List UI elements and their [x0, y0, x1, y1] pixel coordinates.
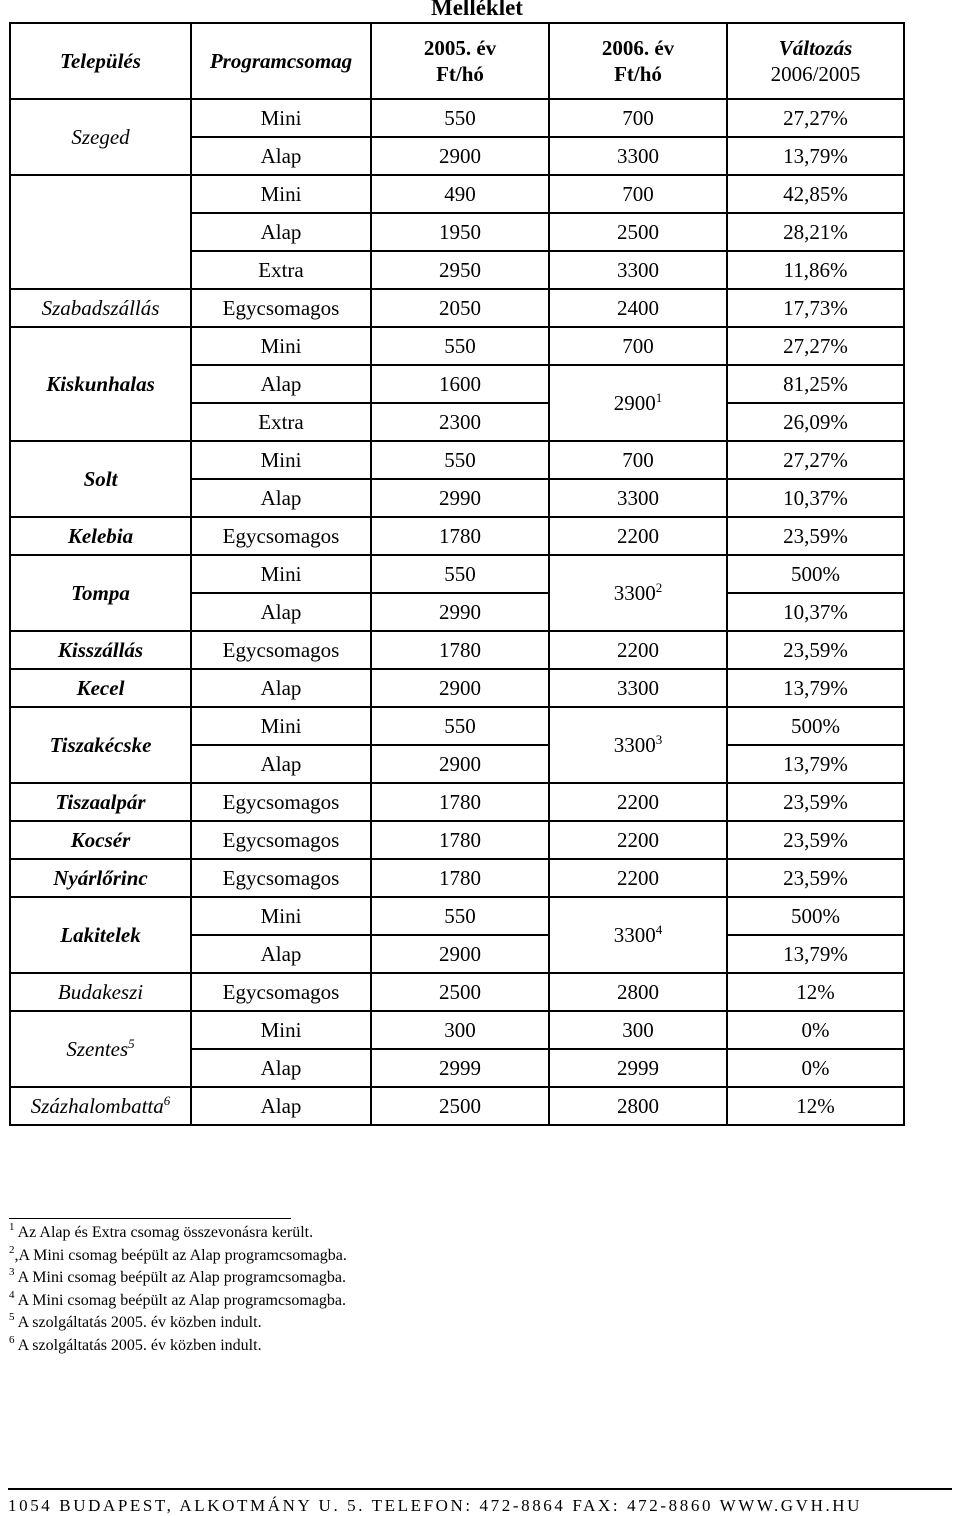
page-footer: 1054 BUDAPEST, ALKOTMÁNY U. 5. TELEFON: 472-8864 FAX: 472-8860 WWW.GVH.HU — [8, 1488, 952, 1516]
price-2006-cell — [549, 175, 727, 213]
package-cell-text: Egycsomagos — [222, 523, 340, 548]
price-2005-cell-text: 2500 — [439, 979, 481, 1004]
city-cell — [10, 175, 191, 289]
change-cell — [727, 555, 904, 593]
price-2005-cell — [371, 1049, 549, 1087]
city-cell-text: Szeged — [71, 124, 130, 149]
price-2006-cell-text: 2200 — [617, 827, 659, 852]
price-footnote-marker: 1 — [655, 389, 663, 405]
price-2005-cell-text: 550 — [444, 713, 476, 738]
package-cell — [191, 555, 371, 593]
change-cell — [727, 669, 904, 707]
change-cell — [727, 403, 904, 441]
price-2005-cell-text: 1780 — [439, 637, 481, 662]
package-cell-text: Mini — [260, 713, 302, 738]
package-cell — [191, 517, 371, 555]
footnote-number: 1 — [9, 1221, 15, 1233]
price-2005-cell — [371, 479, 549, 517]
price-2005-cell — [371, 365, 549, 403]
change-cell — [727, 479, 904, 517]
city-cell — [10, 707, 191, 783]
package-cell — [191, 327, 371, 365]
package-cell-text: Egycsomagos — [222, 827, 340, 852]
package-cell-text: Extra — [258, 409, 304, 434]
footnote-text: A szolgáltatás 2005. év közben indult. — [14, 1336, 262, 1354]
change-cell-text: 10,37% — [783, 485, 848, 510]
price-2005-cell-text: 550 — [444, 561, 476, 586]
header-change-label: Változás — [778, 36, 853, 60]
price-2006-cell-text: 700 — [622, 105, 654, 130]
table-row — [10, 707, 904, 745]
change-cell — [727, 441, 904, 479]
package-cell — [191, 631, 371, 669]
change-cell-text: 23,59% — [783, 789, 848, 814]
city-cell — [10, 783, 191, 821]
price-2006-cell-text: 2200 — [617, 523, 659, 548]
price-2006-cell — [549, 821, 727, 859]
package-cell-text: Alap — [260, 485, 302, 510]
footnote-number: 5 — [9, 1311, 15, 1323]
city-cell — [10, 973, 191, 1011]
city-cell-text: Tompa — [71, 580, 130, 605]
price-2006-cell — [549, 327, 727, 365]
price-2006-cell — [549, 441, 727, 479]
price-footnote-marker: 3 — [655, 731, 663, 747]
package-cell-text: Egycsomagos — [222, 789, 340, 814]
price-2005-cell — [371, 137, 549, 175]
city-cell — [10, 897, 191, 973]
price-2006-cell — [549, 669, 727, 707]
package-cell-text: Mini — [260, 333, 302, 358]
city-cell — [10, 859, 191, 897]
package-cell — [191, 669, 371, 707]
package-cell — [191, 859, 371, 897]
price-2005-cell — [371, 973, 549, 1011]
price-2005-cell-text: 2500 — [439, 1093, 481, 1118]
package-cell-text: Mini — [260, 181, 302, 206]
price-2005-cell-text: 2990 — [439, 485, 481, 510]
price-2005-cell — [371, 213, 549, 251]
price-2005-cell-text: 1780 — [439, 523, 481, 548]
page-title: Melléklet — [431, 0, 523, 20]
price-2006-cell-text: 3300 — [617, 485, 659, 510]
change-cell — [727, 365, 904, 403]
table-row — [10, 631, 904, 669]
package-cell — [191, 365, 371, 403]
header-city: Település — [10, 23, 191, 99]
city-cell-text: Tiszakécske — [49, 732, 152, 757]
footnote — [9, 1290, 347, 1313]
price-2005-cell-text: 2999 — [439, 1055, 481, 1080]
price-2006-cell — [549, 631, 727, 669]
header-2005-unit: Ft/hó — [436, 62, 484, 86]
price-2005-cell — [371, 441, 549, 479]
price-2005-cell — [371, 555, 549, 593]
price-2006-cell — [549, 365, 727, 441]
change-cell-text: 500% — [791, 903, 840, 928]
price-2006-cell — [549, 783, 727, 821]
change-cell-text: 11,86% — [783, 257, 848, 282]
table-row — [10, 517, 904, 555]
package-cell — [191, 403, 371, 441]
header-2006-year: 2006. év — [601, 36, 675, 60]
package-cell — [191, 1087, 371, 1125]
price-footnote-marker: 2 — [655, 579, 663, 595]
change-cell — [727, 213, 904, 251]
price-2006-cell-text: 2900 — [613, 390, 656, 415]
city-cell-text: Tiszaalpár — [55, 789, 146, 814]
city-cell-text: Nyárlőrinc — [53, 865, 148, 890]
price-2006-cell — [549, 213, 727, 251]
city-footnote-marker: 6 — [163, 1092, 171, 1108]
price-2005-cell-text: 2900 — [439, 751, 481, 776]
change-cell — [727, 175, 904, 213]
table-header-row — [10, 23, 904, 99]
price-2005-cell-text: 550 — [444, 105, 476, 130]
price-2006-cell-text: 2800 — [617, 1093, 659, 1118]
package-cell — [191, 897, 371, 935]
price-2005-cell — [371, 897, 549, 935]
package-cell-text: Alap — [260, 675, 302, 700]
price-2006-cell-text: 2200 — [617, 789, 659, 814]
table-row — [10, 175, 904, 213]
city-cell — [10, 289, 191, 327]
change-cell — [727, 1049, 904, 1087]
price-2005-cell — [371, 935, 549, 973]
table-row — [10, 669, 904, 707]
price-2006-cell — [549, 99, 727, 137]
city-cell — [10, 517, 191, 555]
price-2005-cell — [371, 745, 549, 783]
table-row — [10, 973, 904, 1011]
footnote — [9, 1312, 347, 1335]
price-2005-cell-text: 550 — [444, 903, 476, 928]
change-cell — [727, 859, 904, 897]
change-cell-text: 13,79% — [783, 751, 848, 776]
city-cell — [10, 1087, 191, 1125]
price-2005-cell-text: 1780 — [439, 827, 481, 852]
change-cell — [727, 1087, 904, 1125]
change-cell-text: 27,27% — [783, 105, 848, 130]
price-2006-cell-text: 700 — [622, 447, 654, 472]
change-cell — [727, 1011, 904, 1049]
price-2005-cell — [371, 251, 549, 289]
price-2006-cell-text: 3300 — [617, 143, 659, 168]
package-cell — [191, 137, 371, 175]
change-cell-text: 17,73% — [783, 295, 848, 320]
table-row — [10, 327, 904, 365]
price-2005-cell — [371, 707, 549, 745]
table-row — [10, 821, 904, 859]
footnote — [9, 1335, 347, 1358]
price-2006-cell-text: 3300 — [617, 257, 659, 282]
package-cell-text: Mini — [260, 447, 302, 472]
package-cell — [191, 783, 371, 821]
package-cell — [191, 251, 371, 289]
package-cell — [191, 441, 371, 479]
change-cell — [727, 631, 904, 669]
table-row — [10, 1011, 904, 1049]
price-footnote-marker: 4 — [655, 921, 663, 937]
price-2005-cell — [371, 175, 549, 213]
header-2005 — [371, 23, 549, 99]
price-table — [9, 22, 905, 1126]
package-cell-text: Egycsomagos — [222, 979, 340, 1004]
change-cell-text: 23,59% — [783, 637, 848, 662]
city-cell — [10, 99, 191, 175]
price-2005-cell — [371, 99, 549, 137]
package-cell-text: Alap — [260, 1093, 302, 1118]
price-2006-cell-text: 3300 — [613, 922, 656, 947]
price-2006-cell-text: 3300 — [613, 732, 656, 757]
footnote-divider — [9, 1218, 291, 1219]
footnote-number: 4 — [9, 1288, 15, 1301]
package-cell-text: Mini — [260, 561, 302, 586]
price-2005-cell — [371, 593, 549, 631]
package-cell-text: Alap — [260, 371, 302, 396]
change-cell-text: 12% — [796, 1093, 835, 1118]
price-2006-cell — [549, 897, 727, 973]
price-2005-cell — [371, 327, 549, 365]
change-cell-text: 26,09% — [783, 409, 848, 434]
package-cell-text: Alap — [260, 143, 302, 168]
change-cell — [727, 935, 904, 973]
footnote-number: 3 — [9, 1266, 15, 1278]
table-row — [10, 99, 904, 137]
change-cell — [727, 99, 904, 137]
price-2005-cell — [371, 821, 549, 859]
city-cell-text: Kisszállás — [57, 637, 144, 662]
price-2006-cell — [549, 707, 727, 783]
city-cell-text: Kelebia — [67, 523, 134, 548]
change-cell-text: 13,79% — [783, 143, 848, 168]
city-cell — [10, 631, 191, 669]
header-change-period: 2006/2005 — [770, 62, 861, 86]
city-footnote-marker: 5 — [128, 1035, 135, 1051]
price-2005-cell — [371, 631, 549, 669]
city-cell — [10, 441, 191, 517]
price-2006-cell-text: 3300 — [613, 580, 656, 605]
city-cell-text: Lakitelek — [60, 922, 141, 947]
city-cell — [10, 327, 191, 441]
city-cell — [10, 669, 191, 707]
header-package: Programcsomag — [191, 23, 371, 99]
change-cell-text: 23,59% — [783, 523, 848, 548]
price-2005-cell-text: 1780 — [439, 865, 481, 890]
price-2006-cell — [549, 973, 727, 1011]
table-row — [10, 289, 904, 327]
package-cell — [191, 745, 371, 783]
price-2005-cell — [371, 517, 549, 555]
price-2006-cell-text: 3300 — [617, 675, 659, 700]
price-2006-cell-text: 2800 — [617, 979, 659, 1004]
package-cell-text: Alap — [260, 941, 302, 966]
change-cell — [727, 517, 904, 555]
change-cell-text: 0% — [801, 1017, 830, 1042]
price-2005-cell-text: 2900 — [439, 941, 481, 966]
price-2006-cell-text: 300 — [622, 1017, 654, 1042]
price-2005-cell-text: 1600 — [439, 371, 481, 396]
header-change — [727, 23, 904, 99]
footnote-text: A szolgáltatás 2005. év közben indult. — [14, 1314, 262, 1331]
city-cell — [10, 1011, 191, 1087]
price-2005-cell-text: 2050 — [439, 295, 481, 320]
price-2006-cell — [549, 517, 727, 555]
package-cell-text: Mini — [260, 105, 302, 130]
package-cell — [191, 99, 371, 137]
package-cell — [191, 289, 371, 327]
city-cell-text: Százhalombatta — [30, 1093, 164, 1118]
city-cell-text: Budakeszi — [57, 979, 144, 1004]
package-cell-text: Mini — [260, 903, 302, 928]
price-2005-cell — [371, 859, 549, 897]
change-cell — [727, 289, 904, 327]
package-cell — [191, 935, 371, 973]
package-cell-text: Egycsomagos — [222, 865, 340, 890]
price-2006-cell — [549, 555, 727, 631]
footnote-number: 6 — [9, 1333, 15, 1346]
price-2006-cell-text: 2400 — [617, 295, 659, 320]
price-2005-cell-text: 550 — [444, 447, 476, 472]
change-cell-text: 500% — [791, 713, 840, 738]
change-cell-text: 81,25% — [783, 371, 848, 396]
change-cell-text: 42,85% — [783, 181, 848, 206]
price-2006-cell — [549, 1049, 727, 1087]
change-cell — [727, 821, 904, 859]
change-cell-text: 13,79% — [783, 941, 848, 966]
city-cell — [10, 821, 191, 859]
header-2006-unit: Ft/hó — [614, 62, 662, 86]
package-cell — [191, 213, 371, 251]
package-cell — [191, 593, 371, 631]
price-2006-cell — [549, 251, 727, 289]
price-2005-cell-text: 490 — [444, 181, 476, 206]
price-2005-cell-text: 2990 — [439, 599, 481, 624]
price-2006-cell-text: 2200 — [617, 637, 659, 662]
change-cell — [727, 137, 904, 175]
price-2006-cell — [549, 1011, 727, 1049]
change-cell-text: 23,59% — [783, 827, 848, 852]
package-cell — [191, 479, 371, 517]
package-cell-text: Alap — [260, 1055, 302, 1080]
footnote-text: Az Alap és Extra csomag összevonásra került. — [14, 1224, 314, 1241]
package-cell — [191, 973, 371, 1011]
change-cell-text: 27,27% — [783, 447, 848, 472]
package-cell — [191, 175, 371, 213]
table-row — [10, 859, 904, 897]
footnote-text: A Mini csomag beépült az Alap programcsomagba. — [14, 1269, 346, 1286]
footnote — [9, 1267, 347, 1290]
package-cell-text: Alap — [260, 599, 302, 624]
footnote-text: A Mini csomag beépült az Alap programcsomagba. — [14, 1291, 346, 1309]
price-2006-cell-text: 2200 — [617, 865, 659, 890]
table-row — [10, 441, 904, 479]
package-cell — [191, 1011, 371, 1049]
price-2006-cell — [549, 859, 727, 897]
change-cell — [727, 783, 904, 821]
table-row — [10, 783, 904, 821]
change-cell — [727, 897, 904, 935]
change-cell-text: 12% — [796, 979, 835, 1004]
price-2005-cell-text: 550 — [444, 333, 476, 358]
city-cell-text: Kocsér — [70, 827, 131, 852]
city-cell-text: Szentes — [66, 1036, 129, 1061]
package-cell-text: Egycsomagos — [222, 295, 340, 320]
change-cell-text: 0% — [801, 1055, 830, 1080]
change-cell-text: 13,79% — [783, 675, 848, 700]
table-row — [10, 1087, 904, 1125]
package-cell — [191, 1049, 371, 1087]
price-2006-cell — [549, 137, 727, 175]
package-cell-text: Egycsomagos — [222, 637, 340, 662]
package-cell-text: Alap — [260, 751, 302, 776]
change-cell — [727, 973, 904, 1011]
change-cell — [727, 251, 904, 289]
price-2006-cell-text: 700 — [622, 333, 654, 358]
footnote-number: 2 — [9, 1243, 15, 1256]
price-2005-cell-text: 1950 — [439, 219, 481, 244]
price-2006-cell-text: 700 — [622, 181, 654, 206]
change-cell — [727, 707, 904, 745]
footnote — [9, 1245, 347, 1268]
package-cell-text: Alap — [260, 219, 302, 244]
price-2005-cell-text: 2900 — [439, 143, 481, 168]
city-cell-text: Kecel — [76, 675, 125, 700]
package-cell-text: Extra — [258, 257, 304, 282]
change-cell-text: 500% — [791, 561, 840, 586]
price-2006-cell — [549, 289, 727, 327]
price-2005-cell — [371, 1087, 549, 1125]
change-cell-text: 28,21% — [783, 219, 848, 244]
price-2005-cell — [371, 289, 549, 327]
price-2006-cell-text: 2999 — [617, 1055, 659, 1080]
price-2005-cell — [371, 783, 549, 821]
change-cell — [727, 593, 904, 631]
city-cell-text: Kiskunhalas — [46, 371, 155, 396]
footnote-text: ,A Mini csomag beépült az Alap programcsomagba. — [14, 1246, 347, 1264]
header-2005-year: 2005. év — [423, 36, 497, 60]
city-cell-text: Szabadszállás — [41, 295, 160, 320]
change-cell-text: 23,59% — [783, 865, 848, 890]
table-row — [10, 897, 904, 935]
package-cell-text: Mini — [260, 1017, 302, 1042]
footnotes — [9, 1218, 347, 1357]
package-cell — [191, 821, 371, 859]
change-cell — [727, 327, 904, 365]
table-row — [10, 555, 904, 593]
change-cell — [727, 745, 904, 783]
price-2005-cell — [371, 1011, 549, 1049]
footnote — [9, 1222, 347, 1245]
package-cell — [191, 707, 371, 745]
change-cell-text: 10,37% — [783, 599, 848, 624]
header-2006 — [549, 23, 727, 99]
price-2006-cell — [549, 1087, 727, 1125]
change-cell-text: 27,27% — [783, 333, 848, 358]
price-2005-cell-text: 2300 — [439, 409, 481, 434]
price-2005-cell-text: 1780 — [439, 789, 481, 814]
price-2005-cell — [371, 669, 549, 707]
city-cell — [10, 555, 191, 631]
price-2006-cell-text: 2500 — [617, 219, 659, 244]
city-cell-text: Solt — [83, 466, 118, 491]
price-2005-cell-text: 2900 — [439, 675, 481, 700]
price-2005-cell — [371, 403, 549, 441]
price-2005-cell-text: 2950 — [439, 257, 481, 282]
price-2006-cell — [549, 479, 727, 517]
price-2005-cell-text: 300 — [444, 1017, 476, 1042]
